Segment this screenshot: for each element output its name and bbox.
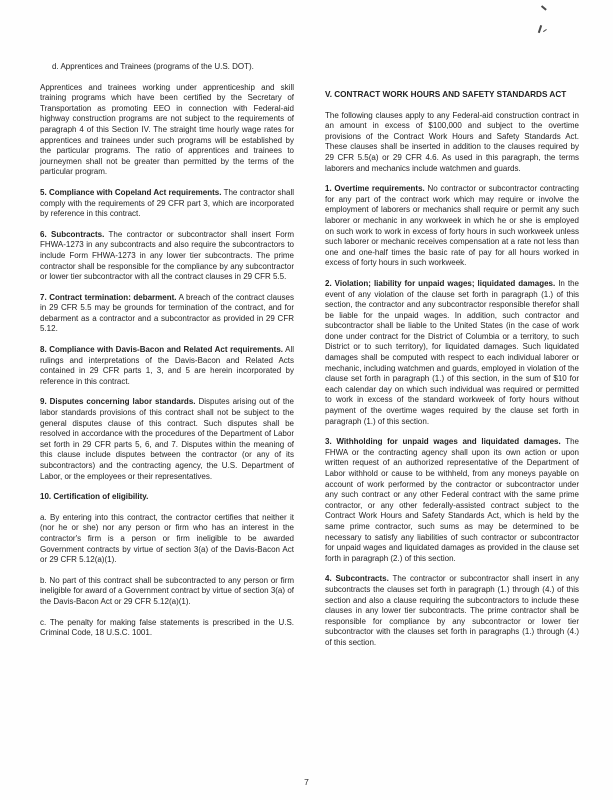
- paragraph-text: The contractor or subcontractor shall insert Form FHWA-1273 in any subcontracts and also require the subcontractors to include Form FHWA-1273 in any lower tier subcontracts. The prime contractor shall be responsible for the compliance by any subcontractor or lower tier subcontractor with all the contract clauses in 29 CFR 5.5.: [40, 229, 294, 282]
- paragraph-disputes: [40, 397, 294, 482]
- paragraph-subcontracts-v: [325, 574, 579, 648]
- paragraph-text: In the event of any violation of the clause set forth in paragraph (1.) of this section, the contractor and any subcontractor responsible therefor shall be liable for the unpaid wages. In addition, such contractor and subcontractor shall be liable to the United States (in the case of work done under contract for the District of Columbia or a territory, to such District or to such territory), for liquidated damages. Such liquidated damages shall be computed with respect to each individual laborer or mechanic, including watchmen and guards, employed in violation of the clause set forth in paragraph (1.) of this section, in the sum of $10 for each calendar day on which such individual was required or permitted to work in excess of the standard workweek of forty hours without payment of the overtime wages required by the clause set forth in paragraph (1.) of this section.: [325, 278, 579, 426]
- paragraph-text: Disputes arising out of the labor standards provisions of this contract shall not be subject to the general disputes clause of this contract. Such disputes shall be resolved in accordance with the procedures of the Department of Labor set forth in 29 CFR parts 5, 6, and 7. Disputes within the meaning of this clause include disputes between the contractor (or any of its subcontractors) and the contracting agency, the U.S. Department of Labor, or the employees or their representatives.: [40, 397, 294, 481]
- paragraph-d-heading: [40, 62, 294, 73]
- paragraph-lead: 8. Compliance with Davis-Bacon and Related Act requirements.: [40, 345, 283, 355]
- right-column: [325, 62, 579, 659]
- paragraph-lead: 5. Compliance with Copeland Act requirements.: [40, 187, 222, 197]
- paragraph-text: d. Apprentices and Trainees (programs of the U.S. DOT).: [52, 62, 254, 71]
- paragraph-lead: 2. Violation; liability for unpaid wages; liquidated damages.: [325, 278, 556, 288]
- paragraph-overtime: [325, 184, 579, 269]
- paragraph-text: The contractor shall comply with the requirements of 29 CFR part 3, which are incorporated by reference in this contract.: [40, 187, 294, 219]
- paragraph-text: a. By entering into this contract, the contractor certifies that neither it (nor he or she) nor any person or firm who has an interest in the contractor's firm is a person or firm ineligible to be awarded Government contracts by virtue of section 3(a) of the Davis-Bacon Act or 29 CFR 5.12(a)(1).: [40, 512, 294, 565]
- paragraph-subcontracts: [40, 230, 294, 283]
- paragraph-text: The following clauses apply to any Federal-aid construction contract in an amount in excess of $100,000 and subject to the overtime provisions of the Contract Work Hours and Safety Standards Act. These clauses shall be inserted in addition to the clauses required by 29 CFR 5.5(a) or 29 CFR 4.6. As used in this paragraph, the terms laborers and mechanics include watchmen and guards.: [325, 110, 579, 173]
- paragraph-text: No contractor or subcontractor contracting for any part of the contract work which may require or involve the employment of laborers or mechanics shall require or permit any such laborer or mechanic in any workweek in which he or she is employed on such work to work in excess of forty hours in such workweek unless such laborer or mechanic receives compensation at a rate not less than one and one-half times the basic rate of pay for all hours worked in excess of forty hours in such workweek.: [325, 184, 579, 268]
- paragraph-lead: 10. Certification of eligibility.: [40, 492, 149, 502]
- paragraph-violation-liability: [325, 279, 579, 427]
- paragraph-copeland: [40, 188, 294, 220]
- paragraph-text: c. The penalty for making false statements is prescribed in the U.S. Criminal Code, 18 U.S.C. 1001.: [40, 617, 294, 638]
- paragraph-certification-c: [40, 618, 294, 639]
- paragraph-withholding: [325, 437, 579, 564]
- paragraph-lead: 3. Withholding for unpaid wages and liquidated damages.: [325, 437, 561, 447]
- paragraph-text: b. No part of this contract shall be subcontracted to any person or firm ineligible for award of a Government contract by virtue of section 3(a) of the Davis-Bacon Act or 29 CFR 5.12(a)(1).: [40, 575, 294, 606]
- paragraph-lead: 4. Subcontracts.: [325, 574, 389, 584]
- section-v-heading: V. CONTRACT WORK HOURS AND SAFETY STANDARDS ACT: [325, 90, 567, 99]
- page-number: 7: [304, 777, 309, 787]
- left-column: [40, 62, 294, 659]
- paragraph-text: Apprentices and trainees working under apprenticeship and skill training programs which have been certified by the Secretary of Transportation as promoting EEO in connection with Federal-aid highway construction programs are not subject to the requirements of paragraph 4 of this Section IV. The straight time hourly wage rates for apprentices and trainees under such programs will be established by the particular programs. The ratio of apprentices and trainees to journeymen shall not be greater than permitted by the terms of the particular program.: [40, 82, 294, 177]
- paragraph-apprentices: [40, 83, 294, 178]
- paragraph-section-v-intro: [325, 111, 579, 175]
- paragraph-text: A breach of the contract clauses in 29 CFR 5.5 may be grounds for termination of the contract, and for debarment as a contractor and a subcontractor as provided in 29 CFR 5.12.: [40, 292, 295, 334]
- paragraph-certification-a: [40, 513, 294, 566]
- paragraph-lead: 6. Subcontracts.: [40, 229, 105, 239]
- paragraph-lead: 7. Contract termination: debarment.: [40, 292, 177, 302]
- paragraph-certification-b: [40, 576, 294, 608]
- paragraph-text: The FHWA or the contracting agency shall upon its own action or upon written request of an authorized representative of the Department of Labor withhold or cause to be withheld, from any moneys payable on account of work performed by the contractor or subcontractor under any such contract or any other Federal contract with the same prime contractor, or any other federally-assisted contract subject to the Contract Work Hours and Safety Standards Act, which is held by the same prime contractor, such sums as may be determined to be necessary to satisfy any liabilities of such contractor or subcontractor for unpaid wages and liquidated damages as provided in the clause set forth in paragraph (2.) of this section.: [325, 437, 580, 563]
- paragraph-text: All rulings and interpretations of the Davis-Bacon and Related Acts contained in 29 CFR parts 1, 3, and 5 are herein incorporated by reference in this contract.: [40, 345, 295, 386]
- paragraph-text: The contractor or subcontractor shall insert in any subcontracts the clauses set forth in paragraph (1.) through (4.) of this section and also a clause requiring the subcontractors to include these clauses in any lower tier subcontracts. The prime contractor shall be responsible for compliance by any subcontractor or lower tier subcontractor with the clauses set forth in paragraphs (1.) through (4.) of this section.: [325, 574, 580, 647]
- paragraph-termination: [40, 293, 294, 335]
- paragraph-lead: 9. Disputes concerning labor standards.: [40, 397, 196, 407]
- paragraph-lead: 1. Overtime requirements.: [325, 184, 425, 194]
- paragraph-certification: [40, 492, 294, 503]
- paragraph-davis-bacon: [40, 345, 294, 387]
